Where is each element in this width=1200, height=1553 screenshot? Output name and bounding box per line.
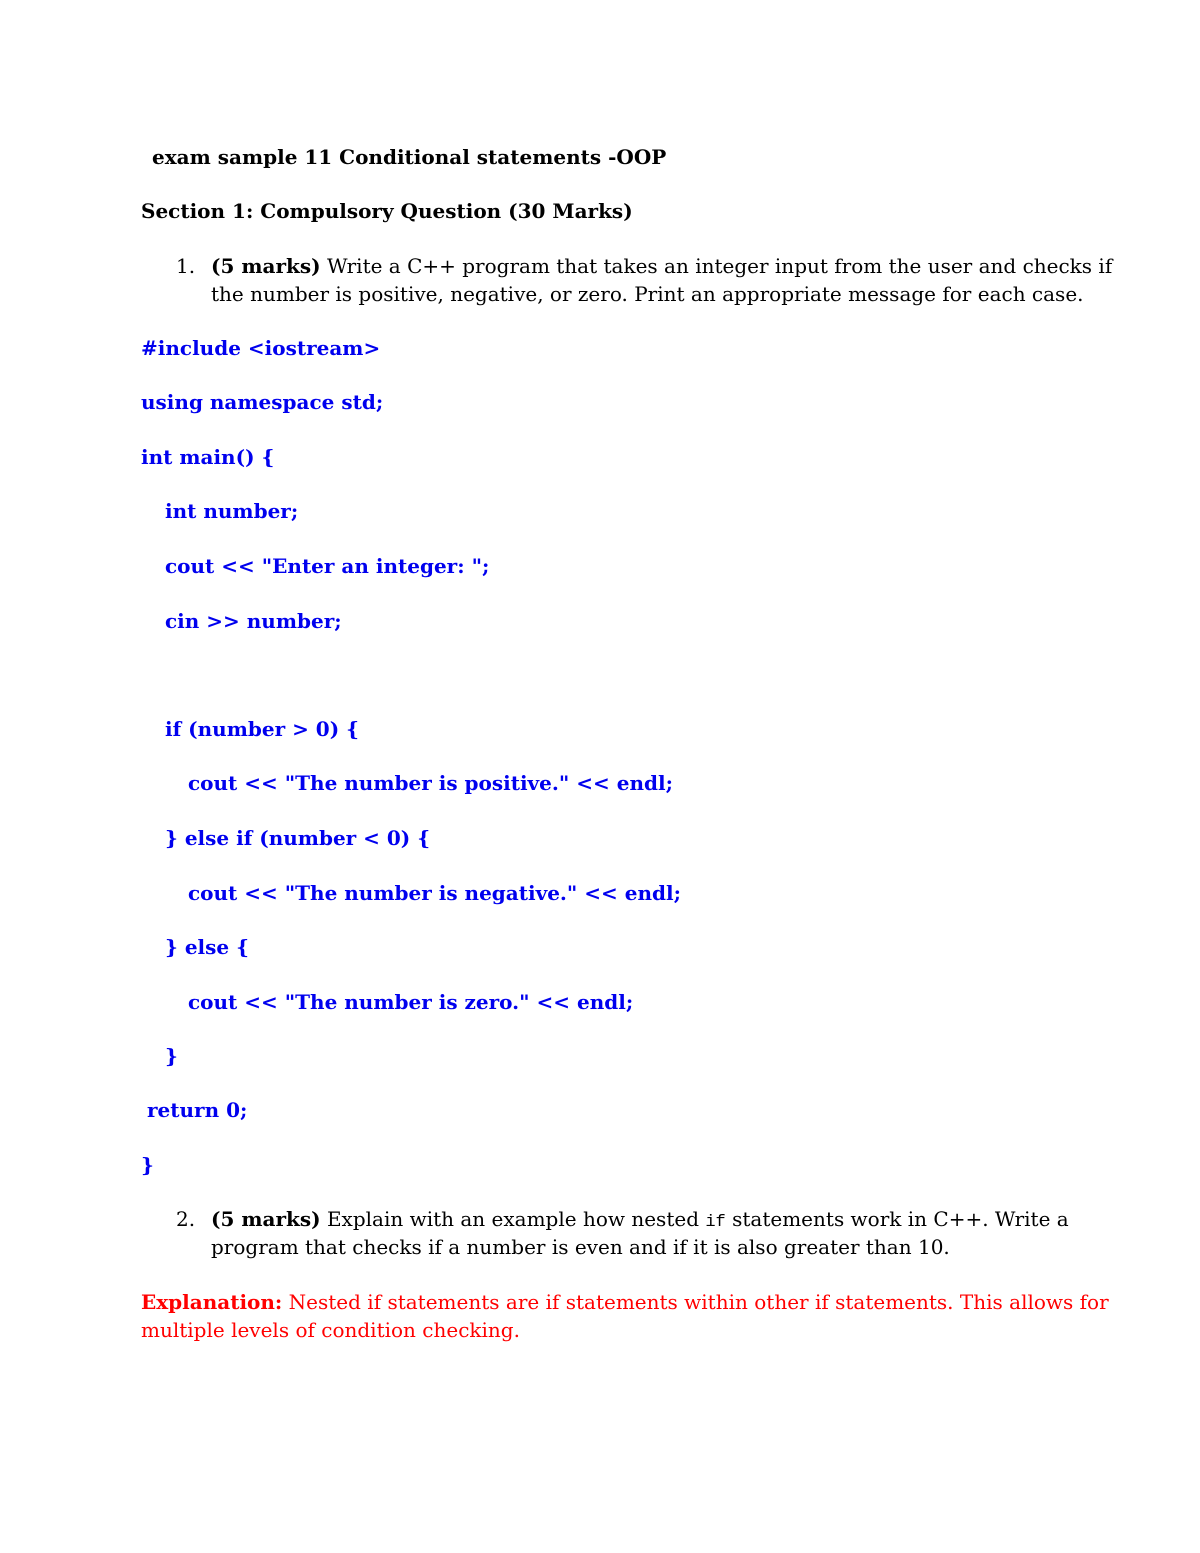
explanation-line-2: multiple levels of condition checking. xyxy=(141,1318,520,1342)
code-line-6: cin >> number; xyxy=(165,609,342,633)
question-1-marks: (5 marks) xyxy=(211,254,321,278)
explanation-text-1: Nested if statements are if statements within other if statements. This allows for xyxy=(282,1290,1109,1314)
question-2-marks: (5 marks) xyxy=(211,1207,321,1231)
code-line-8: cout << "The number is positive." << endl; xyxy=(188,771,673,795)
question-2-line-2: program that checks if a number is even and if it is also greater than 10. xyxy=(211,1235,950,1259)
code-line-10: cout << "The number is negative." << endl; xyxy=(188,881,681,905)
code-line-13: } xyxy=(165,1044,178,1068)
code-line-3: int main() { xyxy=(141,445,275,469)
code-line-14: return 0; xyxy=(147,1098,248,1122)
explanation-line-1 xyxy=(141,1288,1109,1316)
question-2-text-1b: statements work in C++. Write a xyxy=(725,1207,1069,1231)
document-title: exam sample 11 Conditional statements -OOP xyxy=(152,145,667,169)
code-line-4: int number; xyxy=(165,499,299,523)
section-heading: Section 1: Compulsory Question (30 Marks) xyxy=(141,199,633,223)
code-line-15: } xyxy=(141,1153,154,1177)
code-line-5: cout << "Enter an integer: "; xyxy=(165,554,490,578)
code-line-11: } else { xyxy=(165,935,249,959)
question-1-text-1: Write a C++ program that takes an integer input from the user and checks if xyxy=(320,254,1113,278)
code-line-2: using namespace std; xyxy=(141,390,384,414)
code-line-12: cout << "The number is zero." << endl; xyxy=(188,990,634,1014)
code-line-9: } else if (number < 0) { xyxy=(165,826,431,850)
question-1-line-2: the number is positive, negative, or zero. Print an appropriate message for each case. xyxy=(211,282,1084,306)
question-2-number: 2. xyxy=(176,1207,196,1231)
explanation-label: Explanation: xyxy=(141,1290,283,1314)
code-line-1: #include <iostream> xyxy=(141,336,381,360)
code-line-7: if (number > 0) { xyxy=(165,717,360,741)
question-1-line-1 xyxy=(211,252,1112,280)
question-1-number: 1. xyxy=(176,254,196,278)
question-2-text-1a: Explain with an example how nested xyxy=(320,1207,706,1231)
question-2-inline-code: if xyxy=(705,1213,726,1232)
